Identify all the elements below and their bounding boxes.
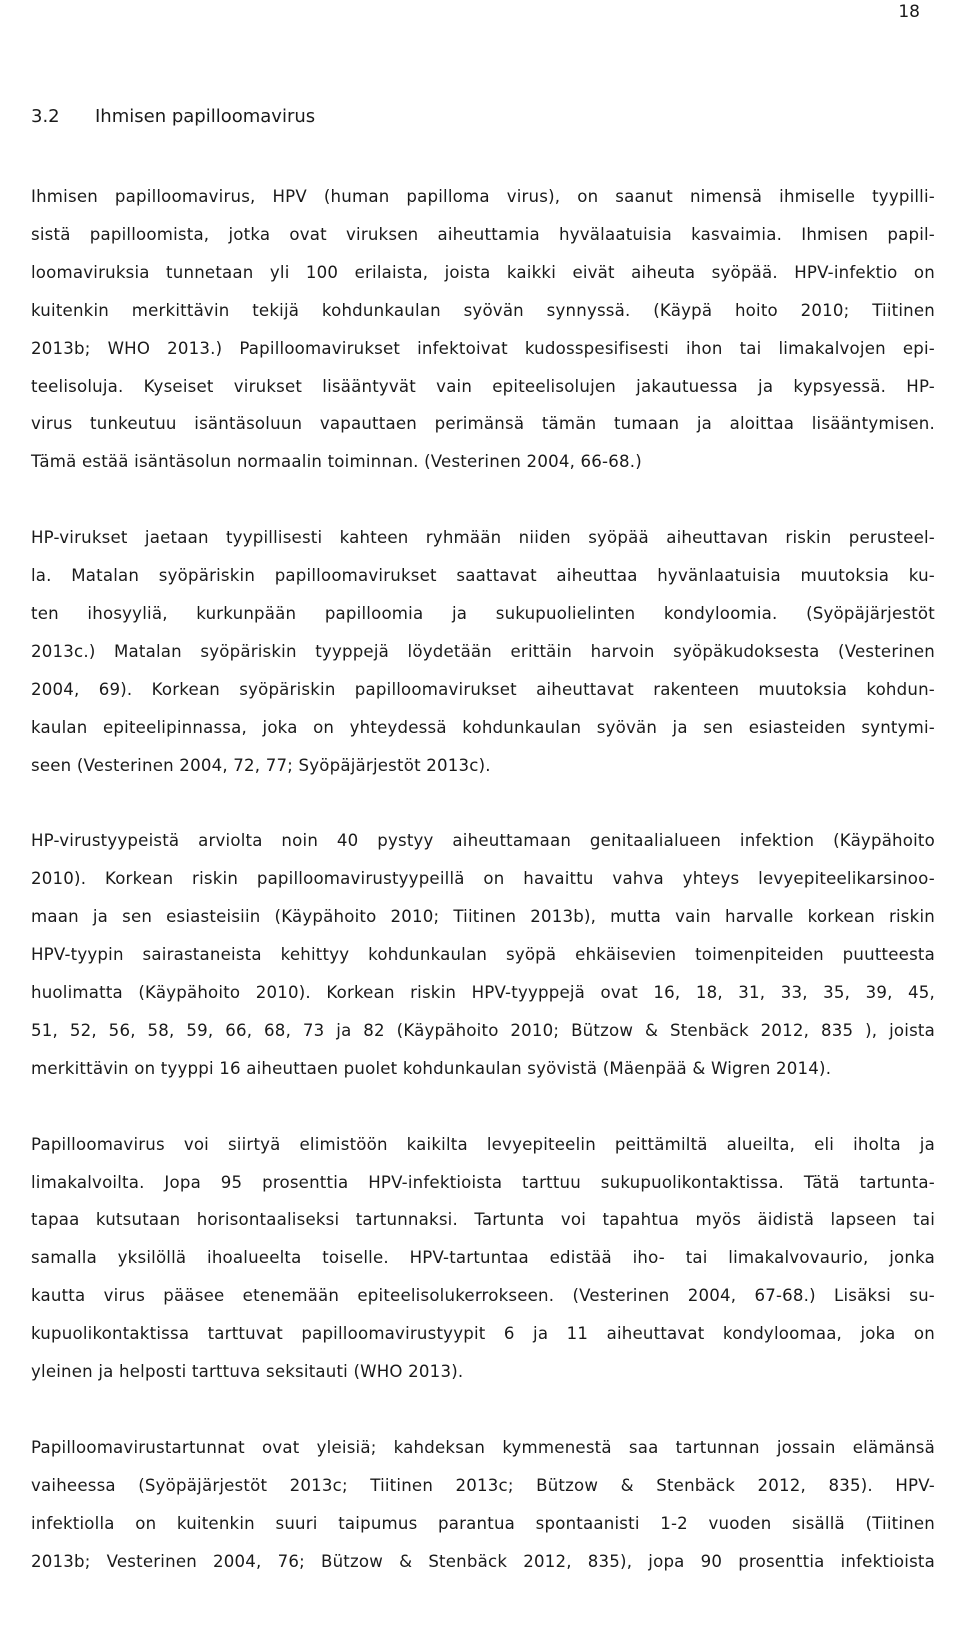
text-line: Ihmisen papilloomavirus, HPV (human papilloma virus), on saanut nimensä ihmiselle tyypilli- — [31, 187, 935, 206]
text-line: kautta virus pääsee etenemään epiteelisolukerrokseen. (Vesterinen 2004, 67-68.) Lisäksi su- — [31, 1286, 935, 1306]
paragraph — [31, 1429, 935, 1581]
text-line: HPV-tyypin sairastaneista kehittyy kohdunkaulan syöpä ehkäisevien toimenpiteiden puutteesta — [31, 945, 935, 965]
text-line: 2013b; WHO 2013.) Papilloomavirukset infektoivat kudosspesifisesti ihon tai limakalvojen epi- — [31, 338, 935, 358]
section-heading — [31, 104, 315, 130]
text-line: la. Matalan syöpäriskin papilloomavirukset saattavat aiheuttaa hyvänlaatuisia muutoksia ku- — [31, 566, 935, 586]
text-line: tapaa kutsutaan horisontaaliseksi tartunnaksi. Tartunta voi tapahtua myös äidistä lapseen tai — [31, 1210, 935, 1230]
text-line: kuitenkin merkittävin tekijä kohdunkaulan syövän synnyssä. (Käypä hoito 2010; Tiitinen — [31, 300, 935, 320]
text-line: 2004, 69). Korkean syöpäriskin papilloomavirukset aiheuttavat rakenteen muutoksia kohdun- — [31, 679, 935, 699]
text-line: limakalvoilta. Jopa 95 prosenttia HPV-infektioista tarttuu sukupuolikontaktissa. Tätä tartunta- — [31, 1172, 935, 1192]
text-line: yleinen ja helposti tarttuva seksitauti (WHO 2013). — [31, 1362, 464, 1382]
text-line: kaulan epiteelipinnassa, joka on yhteydessä kohdunkaulan syövän ja sen esiasteiden syntymi- — [31, 717, 935, 737]
text-line: Papilloomavirustartunnat ovat yleisiä; kahdeksan kymmenestä saa tartunnan jossain elämänsä — [31, 1437, 935, 1457]
text-line: ten ihosyyliä, kurkunpään papilloomia ja sukupuolielinten kondyloomia. (Syöpäjärjestöt — [31, 603, 935, 623]
text-line: HP-virukset jaetaan tyypillisesti kahteen ryhmään niiden syöpää aiheuttavan riskin perusteel- — [31, 528, 935, 548]
text-line: vaiheessa (Syöpäjärjestöt 2013c; Tiitinen 2013c; Bützow & Stenbäck 2012, 835). HPV- — [31, 1475, 935, 1495]
text-line: kupuolikontaktissa tarttuvat papilloomavirustyypit 6 ja 11 aiheuttavat kondyloomaa, joka on — [31, 1324, 935, 1344]
page-number: 18 — [898, 2, 920, 22]
paragraph — [31, 519, 935, 784]
paragraph — [31, 1126, 935, 1391]
text-line: virus tunkeutuu isäntäsoluun vapauttaen perimänsä tämän tumaan ja aloittaa lisääntymisen. — [31, 414, 935, 434]
text-line: 51, 52, 56, 58, 59, 66, 68, 73 ja 82 (Käypähoito 2010; Bützow & Stenbäck 2012, 835 ), joista — [31, 1020, 935, 1040]
body-text — [31, 178, 935, 1618]
text-line: HP-virustyypeistä arviolta noin 40 pystyy aiheuttamaan genitaalialueen infektion (Käypähoito — [31, 831, 935, 851]
text-line: 2013c.) Matalan syöpäriskin tyyppejä löydetään erittäin harvoin syöpäkudoksesta (Vesterinen — [31, 641, 935, 661]
text-line: infektiolla on kuitenkin suuri taipumus parantua spontaanisti 1-2 vuoden sisällä (Tiitinen — [31, 1513, 935, 1533]
text-line: huolimatta (Käypähoito 2010). Korkean riskin HPV-tyyppejä ovat 16, 18, 31, 33, 35, 39, 45, — [31, 983, 935, 1002]
text-line: 2010). Korkean riskin papilloomavirustyypeillä on havaittu vahva yhteys levyepiteelikarsinoo- — [31, 869, 935, 889]
text-line: Papilloomavirus voi siirtyä elimistöön kaikilta levyepiteelin peittämiltä alueilta, eli iholta ja — [31, 1134, 935, 1154]
text-line: Tämä estää isäntäsolun normaalin toiminnan. (Vesterinen 2004, 66-68.) — [31, 452, 642, 472]
paragraph — [31, 822, 935, 1087]
paragraph — [31, 178, 935, 481]
text-line: samalla yksilöllä ihoalueelta toiselle. HPV-tartuntaa edistää iho- tai limakalvovaurio, jonka — [31, 1248, 935, 1268]
text-line: merkittävin on tyyppi 16 aiheuttaen puolet kohdunkaulan syövistä (Mäenpää & Wigren 2014). — [31, 1058, 832, 1078]
text-line: teelisoluja. Kyseiset virukset lisääntyvät vain epiteelisolujen jakautuessa ja kypsyessä. HP- — [31, 376, 935, 396]
text-line: sistä papilloomista, jotka ovat viruksen aiheuttamia hyvälaatuisia kasvaimia. Ihmisen papil- — [31, 224, 935, 244]
text-line: loomaviruksia tunnetaan yli 100 erilaista, joista kaikki eivät aiheuta syöpää. HPV-infektio on — [31, 262, 935, 282]
section-number: 3.2 — [31, 106, 60, 127]
section-title: Ihmisen papilloomavirus — [95, 106, 316, 127]
text-line: 2013b; Vesterinen 2004, 76; Bützow & Stenbäck 2012, 835), jopa 90 prosenttia infektioista — [31, 1551, 935, 1571]
text-line: maan ja sen esiasteisiin (Käypähoito 2010; Tiitinen 2013b), mutta vain harvalle korkean riskin — [31, 907, 935, 927]
text-line: seen (Vesterinen 2004, 72, 77; Syöpäjärjestöt 2013c). — [31, 755, 491, 775]
